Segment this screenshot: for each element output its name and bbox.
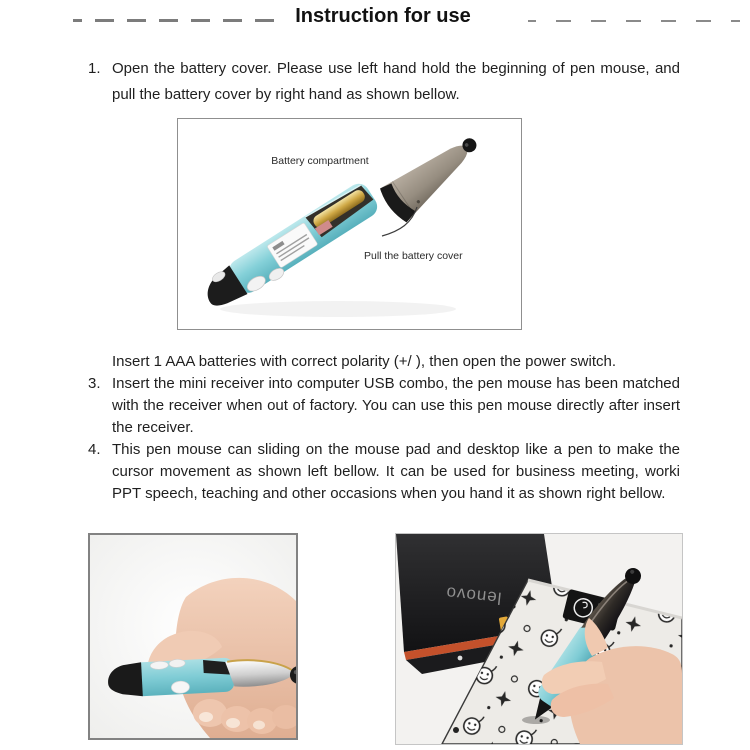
photo-hand-holding-pen-mouse <box>88 533 298 740</box>
page-title: Instruction for use <box>295 5 471 27</box>
pen-mouse-open <box>198 180 383 317</box>
item-text: Insert the mini receiver into computer USB combo, the pen mouse has been matched with the receiver when out of factory. You can use this pen mouse directly after insert the receiver. <box>112 375 680 436</box>
item-number <box>88 351 112 373</box>
item-number: 1. <box>88 60 101 77</box>
desktop-photo-image <box>396 534 682 744</box>
dash-divider-right <box>556 20 740 22</box>
laptop-brand-text: lenovo <box>444 583 503 608</box>
instruction-list <box>88 351 682 505</box>
dash-divider-right-stub <box>528 20 536 22</box>
label-pull-battery-cover: Pull the battery cover <box>364 250 463 262</box>
item-number: 3. <box>88 375 101 392</box>
figure-battery-cover-diagram <box>177 118 522 330</box>
item-text: This pen mouse can sliding on the mouse pad and desktop like a pen to make the cursor movement as shown left bellow. It can be used for business meeting, worki PPT speech, teaching and other occasions when you hand it as shown right bellow. <box>112 441 680 502</box>
battery-cover <box>377 124 489 224</box>
instruction-item-3 <box>88 373 682 439</box>
instruction-item-2 <box>88 351 682 373</box>
item-number: 4. <box>88 441 101 458</box>
hand-pen-photo-image <box>90 535 296 738</box>
pen-shadow <box>220 301 456 317</box>
item-text: Insert 1 AAA batteries with correct polarity (+/ ), then open the power switch. <box>112 353 616 370</box>
instruction-item-4 <box>88 439 682 505</box>
photo-pen-mouse-on-mousepad <box>395 533 683 745</box>
instruction-item-1 <box>88 56 682 108</box>
battery-diagram-image <box>178 119 521 329</box>
laptop-power-led <box>458 656 463 661</box>
item-text: Open the battery cover. Please use left hand hold the beginning of pen mouse, and pull the battery cover by right hand as shown bellow. <box>112 60 680 103</box>
label-battery-compartment: Battery compartment <box>271 155 369 167</box>
